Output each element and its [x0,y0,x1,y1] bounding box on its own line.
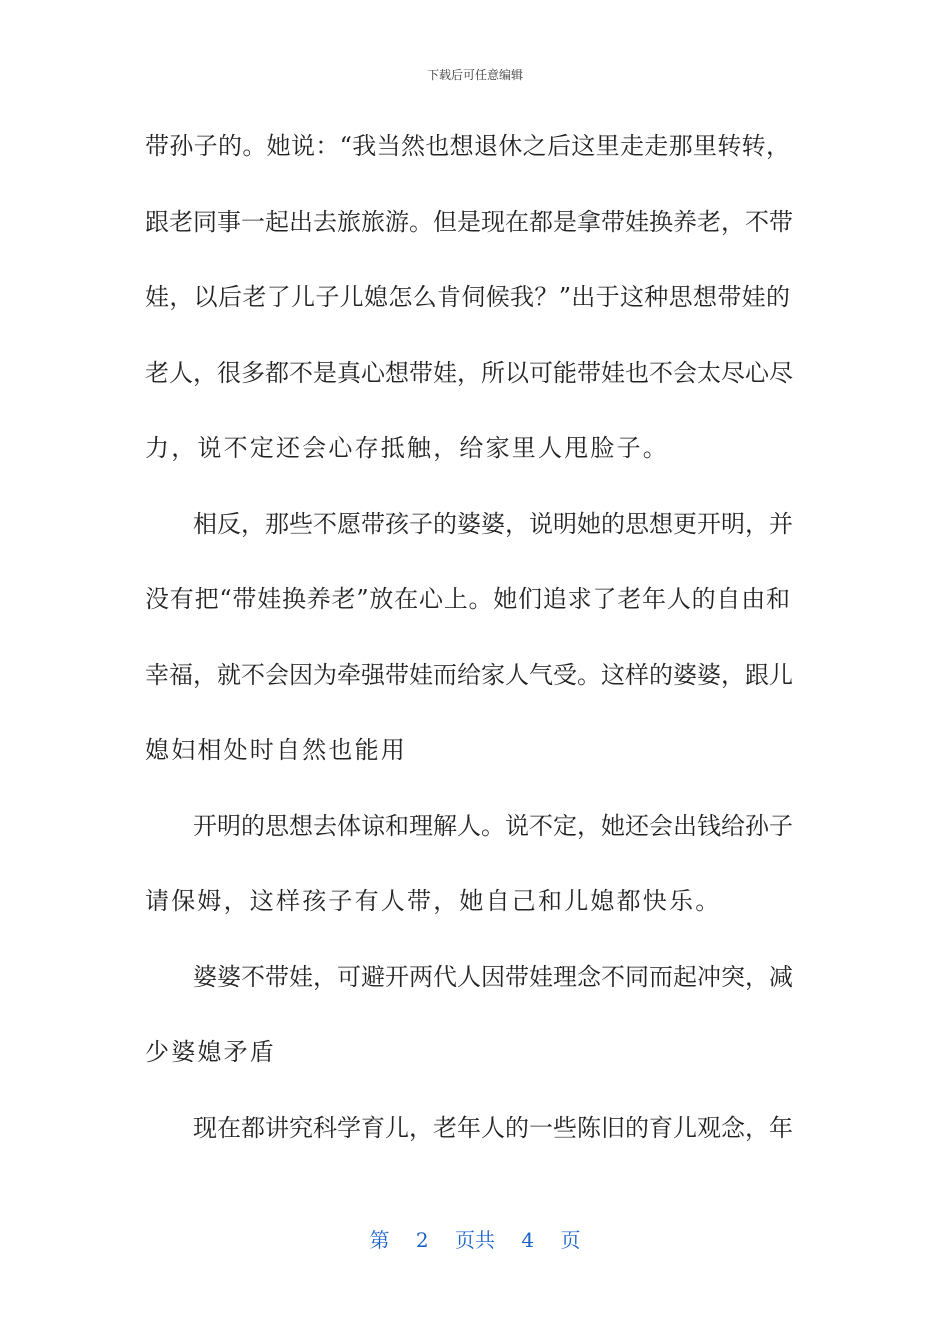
page-label-middle: 页共 [455,1228,495,1252]
page-label-prefix: 第 [369,1228,390,1252]
text-line: 带孙子的。她说：“我当然也想退休之后这里走走那里转转， [145,132,790,160]
text-line: 力，说不定还会心存抵触，给家里人甩脸子。 [145,434,669,462]
page-label-suffix: 页 [560,1228,581,1252]
text-line: 请保姆，这样孩子有人带，她自己和儿媳都快乐。 [145,887,722,915]
text-line: 婆婆不带娃，可避开两代人因带娃理念不同而起冲突，减 [193,962,793,991]
text-line: 媳妇相处时自然也能用 [145,736,407,764]
text-line: 跟老同事一起出去旅旅游。但是现在都是拿带娃换养老，不带 [145,207,793,236]
text-line: 娃，以后老了儿子儿媳怎么肯伺候我？”出于这种思想带娃的 [145,283,790,311]
text-line: 幸福，就不会因为牵强带娃而给家人气受。这样的婆婆，跟儿 [145,660,793,689]
document-body [145,120,793,1177]
page-footer [0,1224,950,1253]
total-pages-number: 4 [521,1228,535,1252]
current-page-number: 2 [415,1228,429,1252]
text-line: 少婆媳矛盾 [145,1038,276,1066]
text-line: 开明的思想去体谅和理解人。说不定，她还会出钱给孙子 [193,811,793,840]
text-line: 没有把“带娃换养老”放在心上。她们追求了老年人的自由和 [145,585,790,613]
text-line: 现在都讲究科学育儿，老年人的一些陈旧的育儿观念，年 [193,1113,793,1142]
text-line: 老人，很多都不是真心想带娃，所以可能带娃也不会太尽心尽 [145,358,793,387]
text-line: 相反，那些不愿带孩子的婆婆，说明她的思想更开明，并 [193,509,793,538]
header-note: 下载后可任意编辑 [426,68,523,82]
